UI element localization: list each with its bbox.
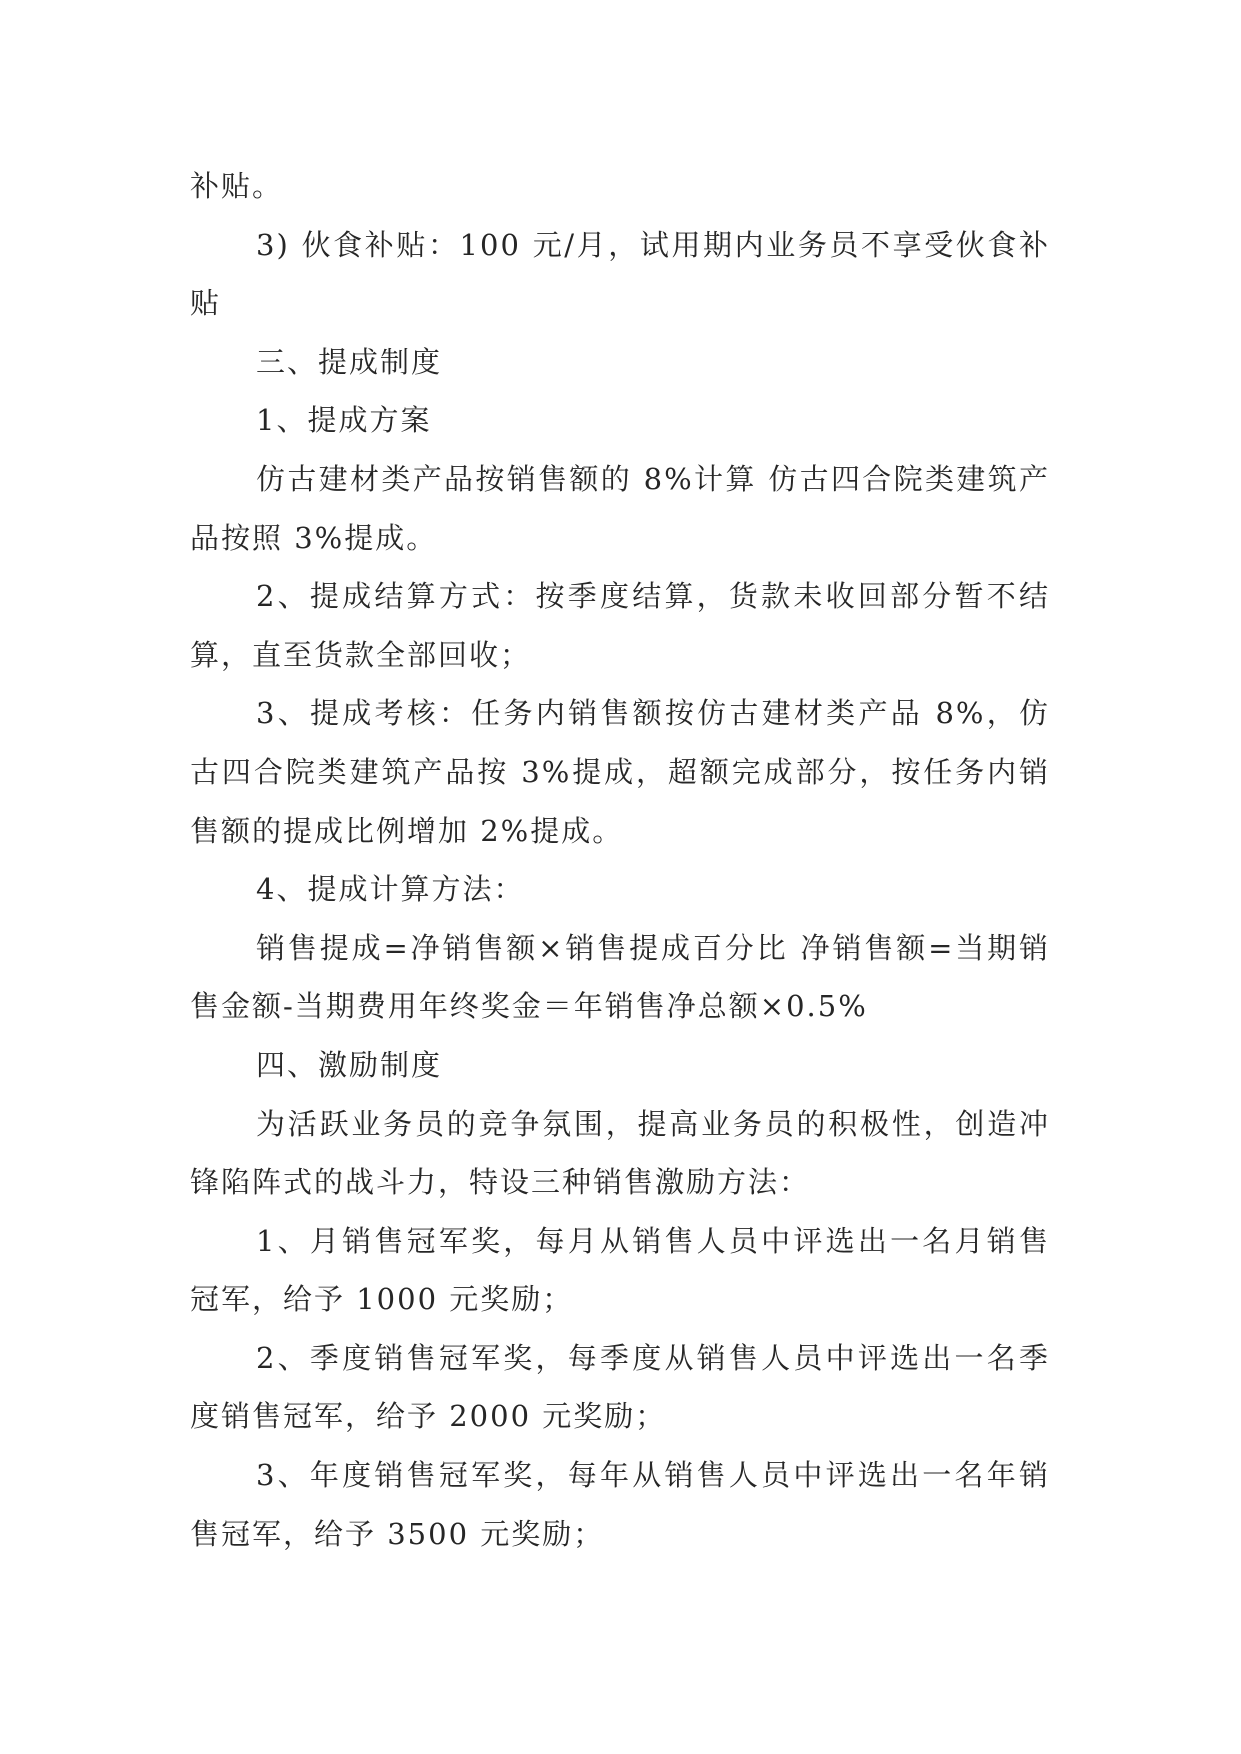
- paragraph-settlement-method: 2、提成结算方式：按季度结算，货款未收回部分暂不结算，直至货款全部回收；: [190, 579, 1050, 672]
- paragraph-incentive-intro: 为活跃业务员的竞争氛围，提高业务员的积极性，创造冲锋陷阵式的战斗力，特设三种销售激励方法：: [190, 1106, 1050, 1200]
- paragraph-quarterly-award: 2、季度销售冠军奖，每季度从销售人员中评选出一名季度销售冠军，给予 2000 元奖励；: [190, 1340, 1050, 1434]
- section-heading-incentive: 四、激励制度: [256, 1047, 443, 1082]
- paragraph-commission-plan: 仿古建材类产品按销售额的 8%计算 仿古四合院类建筑产品按照 3%提成。: [190, 461, 1050, 555]
- document-body: [190, 157, 1050, 1563]
- subheading-commission-plan: 1、提成方案: [256, 403, 432, 438]
- paragraph-monthly-award: 1、月销售冠军奖，每月从销售人员中评选出一名月销售冠军，给予 1000 元奖励；: [190, 1223, 1050, 1317]
- paragraph-commission-assessment: 3、提成考核：任务内销售额按仿古建材类产品 8%，仿古四合院类建筑产品按 3%提成，超额完成部分，按任务内销售额的提成比例增加 2%提成。: [190, 696, 1050, 848]
- paragraph-annual-award: 3、年度销售冠军奖，每年从销售人员中评选出一名年销售冠军，给予 3500 元奖励；: [190, 1458, 1050, 1551]
- section-heading-commission: 三、提成制度: [256, 344, 443, 379]
- paragraph-allowance-end: 补贴。: [190, 169, 284, 203]
- subheading-calculation-method: 4、提成计算方法：: [256, 872, 525, 907]
- paragraph-meal-allowance: 3) 伙食补贴：100 元/月，试用期内业务员不享受伙食补贴: [190, 227, 1050, 321]
- paragraph-calculation-formula: 销售提成=净销售额×销售提成百分比 净销售额=当期销售金额-当期费用年终奖金＝年销售净总额×0.5%: [190, 930, 1050, 1024]
